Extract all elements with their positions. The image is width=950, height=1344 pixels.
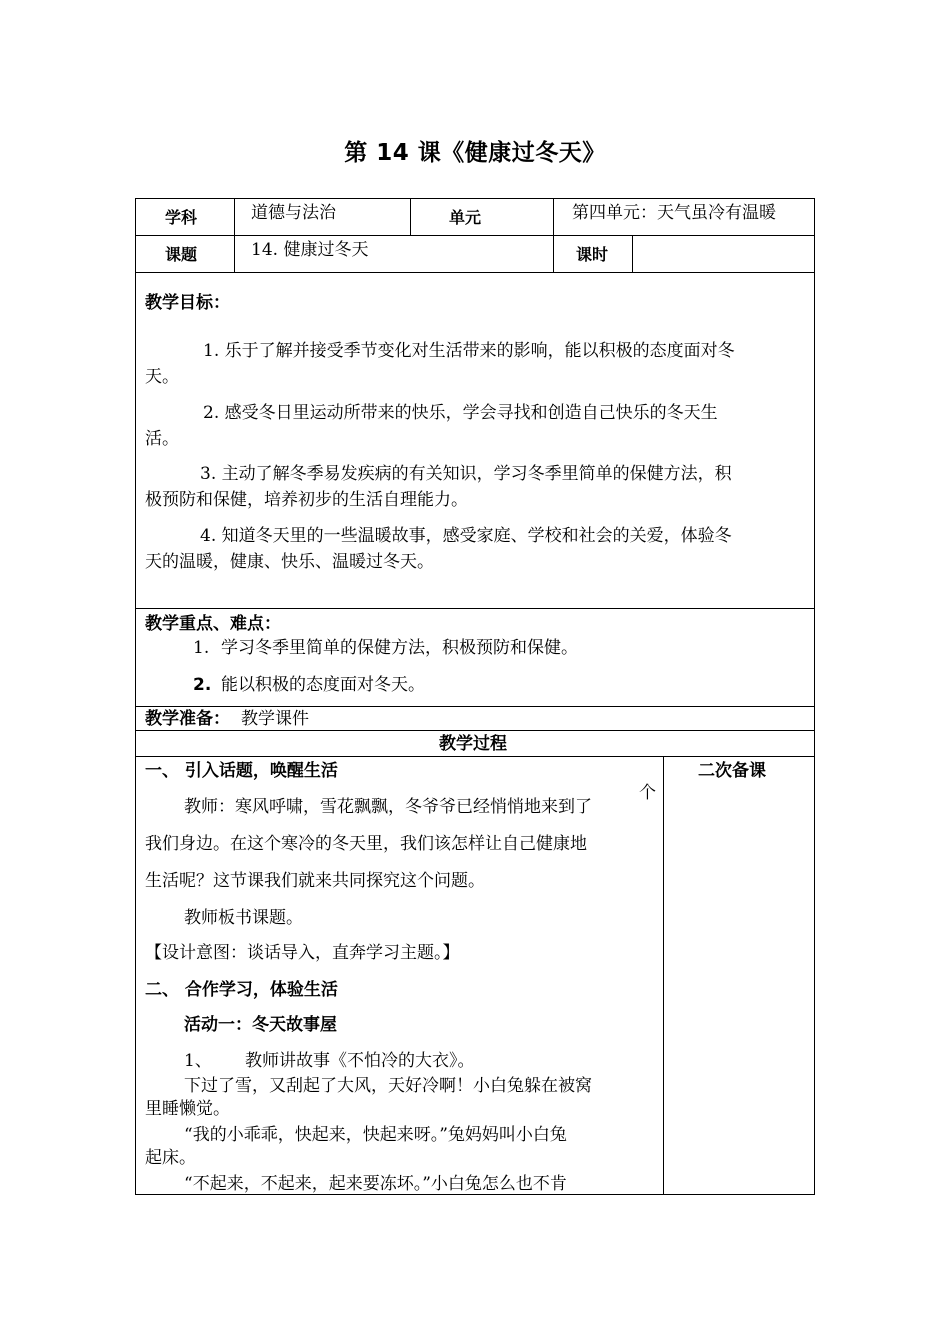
paragraph-line: 生活呢？这节课我们就来共同探究这个问题。	[145, 871, 485, 891]
column-divider	[663, 756, 664, 1195]
story-line: 起床。	[145, 1148, 196, 1168]
paragraph-line: 个	[639, 783, 656, 803]
paragraph-line: 我们身边。在这个寒冷的冬天里，我们该怎样让自己健康地	[145, 834, 587, 854]
row-divider	[135, 730, 815, 731]
column-divider	[234, 198, 235, 272]
key-point-text: 学习冬季里简单的保健方法，积极预防和保健。	[221, 638, 578, 658]
objective-line: 活。	[145, 429, 179, 449]
preparation-value: 教学课件	[241, 709, 309, 729]
preparation-label: 教学准备：	[145, 709, 230, 729]
objective-line: 天的温暖，健康、快乐、温暖过冬天。	[145, 552, 434, 572]
objective-line: 2. 感受冬日里运动所带来的快乐，学会寻找和创造自己快乐的冬天生	[203, 403, 718, 423]
key-point-text: 能以积极的态度面对冬天。	[221, 675, 425, 695]
story-line: 里睡懒觉。	[145, 1099, 230, 1119]
paragraph-line: 教师板书课题。	[184, 908, 303, 928]
process-heading: 教学过程	[439, 734, 507, 754]
unit-value: 第四单元：天气虽冷有温暖	[572, 203, 776, 223]
column-divider	[553, 198, 554, 272]
column-divider	[410, 198, 411, 235]
row-divider	[135, 272, 815, 273]
objective-line: 极预防和保健，培养初步的生活自理能力。	[145, 490, 468, 510]
story-line: “我的小乖乖，快起来，快起来呀。”兔妈妈叫小白兔	[184, 1125, 567, 1145]
objectives-heading: 教学目标：	[145, 293, 230, 313]
key-points-heading: 教学重点、难点：	[145, 614, 281, 634]
paragraph-line: 教师：寒风呼啸，雪花飘飘，冬爷爷已经悄悄地来到了	[184, 797, 592, 817]
key-point-number: 1.	[193, 638, 210, 658]
topic-label: 课题	[165, 245, 198, 264]
list-item-text: 教师讲故事《不怕冷的大衣》。	[245, 1051, 475, 1071]
topic-value: 14. 健康过冬天	[251, 240, 369, 260]
objective-line: 3. 主动了解冬季易发疾病的有关知识，学习冬季里简单的保健方法，积	[200, 464, 732, 484]
list-item-number: 1、	[184, 1051, 212, 1071]
design-note: 【设计意图：谈话导入，直奔学习主题。】	[145, 943, 460, 963]
section-heading: 二、 合作学习，体验生活	[145, 980, 338, 1000]
unit-label: 单元	[449, 208, 482, 227]
story-line: 下过了雪，又刮起了大风，天好冷啊！小白兔躲在被窝	[184, 1076, 592, 1096]
objective-line: 1. 乐于了解并接受季节变化对生活带来的影响，能以积极的态度面对冬	[203, 341, 735, 361]
page-title: 第 14 课《健康过冬天》	[344, 140, 606, 166]
column-divider	[632, 235, 633, 272]
objective-line: 4. 知道冬天里的一些温暖故事，感受家庭、学校和社会的关爱，体验冬	[200, 526, 732, 546]
row-divider	[135, 608, 815, 609]
key-point-number: 2.	[193, 675, 212, 695]
row-divider	[135, 756, 815, 757]
subject-label: 学科	[165, 208, 198, 227]
side-notes-heading: 二次备课	[698, 761, 766, 781]
row-divider	[135, 235, 815, 236]
story-line: “不起来，不起来，起来要冻坏。”小白兔怎么也不肯	[184, 1174, 567, 1194]
section-heading: 一、 引入话题，唤醒生活	[145, 761, 338, 781]
objective-line: 天。	[145, 367, 179, 387]
activity-heading: 活动一：冬天故事屋	[184, 1015, 337, 1035]
row-divider	[135, 706, 815, 707]
subject-value: 道德与法治	[251, 203, 336, 223]
period-label: 课时	[576, 245, 609, 264]
